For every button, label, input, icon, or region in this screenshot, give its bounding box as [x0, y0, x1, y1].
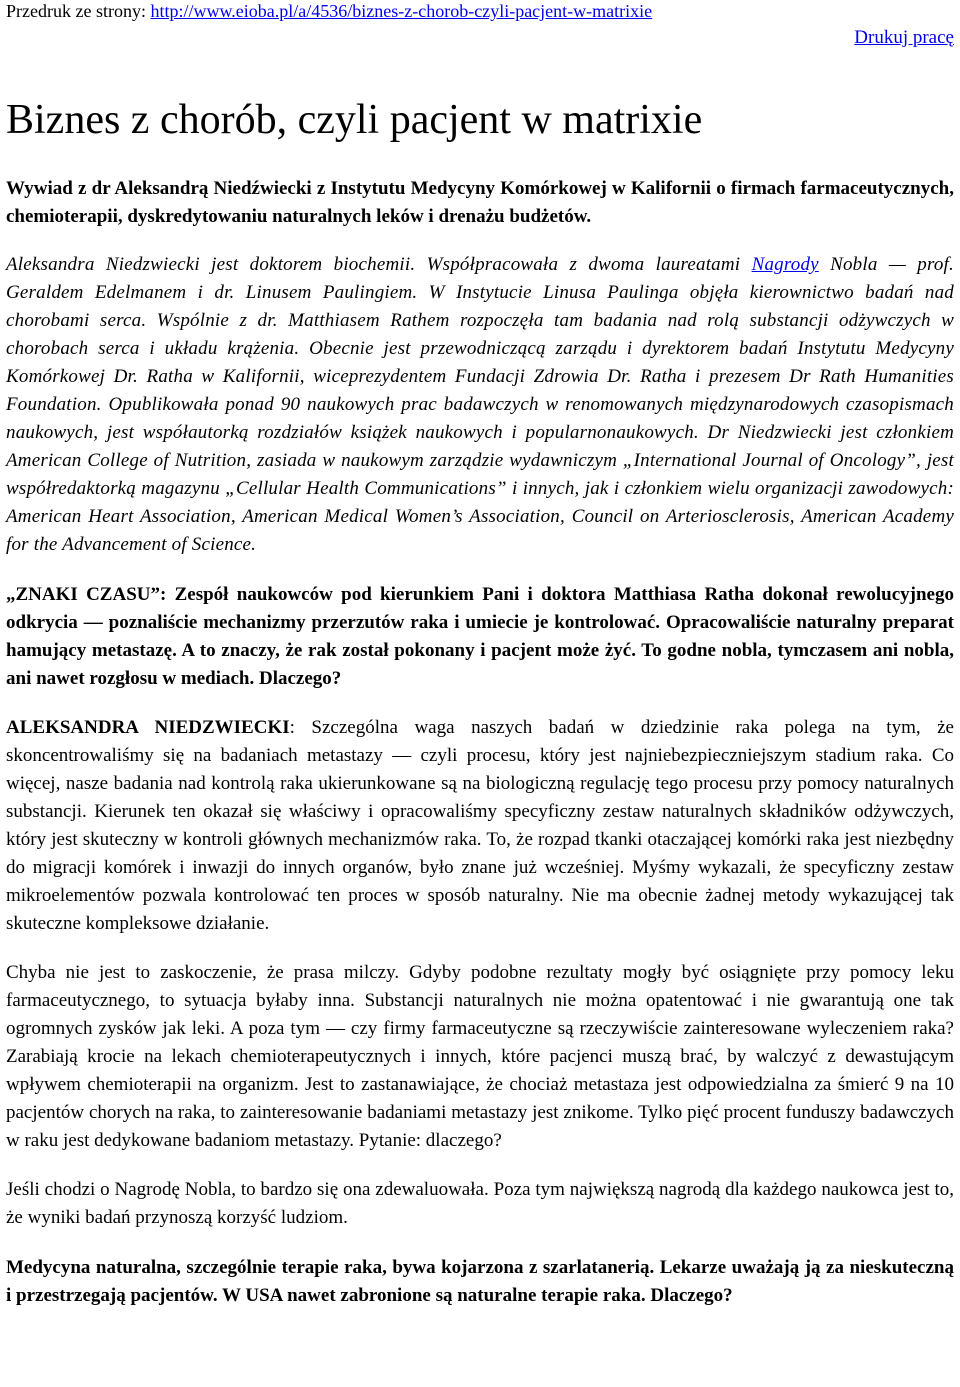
bio-text-end: Nobla — prof. Geraldem Edelmanem i dr. Linusem Paulingiem. W Instytucie Linusa Paulinga objęła kierownictwo badań nad chorobami serca. Wspólnie z dr. Matthiasem Rathem rozpoczęła tam badania nad rolą substancji odżywczych w chorobach serca i układu krążenia. Obecnie jest przewodniczącą zarządu i dyrektorem badań Instytutu Medycyny Komórkowej Dr. Ratha w Kalifornii, wiceprezydentem Fundacji Zdrowia Dr. Ratha i prezesem Dr Rath Humanities Foundation. Opublikowała ponad 90 naukowych prac badawczych w renomowanych międzynarodowych czasopismach naukowych, jest współautorką rozdziałów książek naukowych i popularnonaukowych. Dr Niedzwiecki jest członkiem American College of Nutrition, zasiada w naukowym zarządzie wydawniczym „International Journal of Oncology”, jest współredaktorką magazynu „Cellular Health Communications” i innych, jak i członkiem wielu organizacji zawodowych: American Heart Association, American Medical Women’s Association, Council on Arteriosclerosis, American Academy for the Advancement of Science. — [6, 254, 954, 555]
answer-speaker: ALEKSANDRA NIEDZWIECKI — [6, 717, 290, 738]
source-prefix: Przedruk ze strony: — [6, 1, 151, 21]
paragraph-2: Chyba nie jest to zaskoczenie, że prasa milczy. Gdyby podobne rezultaty mogły być osiągnięte przy pomocy leku farmaceutycznego, to sytuacja byłaby inna. Substancji naturalnych nie można opatentować i nie gwarantują one tak ogromnych zysków jak leki. A poza tym — czy firmy farmaceutyczne są rzeczywiście zainteresowane wyleczeniem raka? Zarabiają krocie na lekach chemioterapeutycznych i innych, które pacjenci muszą brać, by walczyć z dewastującym wpływem chemioterapii na organizm. Jest to zastanawiające, że chociaż metastaza jest odpowiedzialna za śmierć 9 na 10 pacjentów chorych na raka, to zainteresowanie badaniami metastazy jest znikome. Tylko pięć procent funduszy badawczych w raku jest dedykowane badaniom metastazy. Pytanie: dlaczego? — [6, 962, 954, 1151]
article-body — [6, 175, 954, 1310]
source-line — [6, 0, 652, 22]
article-lead: Wywiad z dr Aleksandrą Niedźwiecki z Instytutu Medycyny Komórkowej w Kalifornii o firmach farmaceutycznych, chemioterapii, dyskredytowaniu naturalnych leków i drenażu budżetów. — [6, 178, 954, 227]
source-link[interactable]: http://www.eioba.pl/a/4536/biznes-z-chorob-czyli-pacjent-w-matrixie — [150, 1, 653, 21]
article-title: Biznes z chorób, czyli pacjent w matrixie — [6, 97, 703, 143]
print-link[interactable]: Drukuj pracę — [854, 27, 954, 48]
answer-1-text: : Szczególna waga naszych badań w dziedzinie raka polega na tym, że skoncentrowaliśmy się na badaniach metastazy — czyli procesu, który jest najniebezpieczniejszym stadium raka. Co więcej, nasze badania nad kontrolą raka ukierunkowane są na biologiczną regulację tego procesu przy pomocy naturalnych substancji. Kierunek ten okazał się właściwy i opracowaliśmy specyficzny zestaw naturalnych składników odżywczych, który jest skuteczny w kontroli głównych mechanizmów raka. To, że rozpad tkanki otaczającej komórki raka jest niezbędny do migracji komórek i inwazji do innych organów, było znane już wcześniej. Myśmy wykazali, że specyficzny zestaw mikroelementów pozwala kontrolować ten proces w sposób naturalny. Nie ma obecnie żadnej metody wykazującej tak skuteczne kompleksowe działanie. — [6, 717, 954, 934]
question-2: Medycyna naturalna, szczególnie terapie raka, bywa kojarzona z szarlatanerią. Lekarze uważają ją za nieskuteczną i przestrzegają pacjentów. W USA nawet zabronione są naturalne terapie raka. Dlaczego? — [6, 1257, 954, 1306]
question-1: „ZNAKI CZASU”: Zespół naukowców pod kierunkiem Pani i doktora Matthiasa Ratha dokonał rewolucyjnego odkrycia — poznaliście mechanizmy przerzutów raka i umiecie je kontrolować. Opracowaliście naturalny preparat hamujący metastazę. A to znaczy, że rak został pokonany i pacjent może żyć. To godne nobla, tymczasem ani nobla, ani nawet rozgłosu w mediach. Dlaczego? — [6, 584, 954, 689]
bio-text-start: Aleksandra Niedzwiecki jest doktorem biochemii. Współpracowała z dwoma laureatami — [6, 254, 752, 275]
paragraph-3: Jeśli chodzi o Nagrodę Nobla, to bardzo się ona zdewaluowała. Poza tym największą nagrodą dla każdego naukowca jest to, że wyniki badań przynoszą korzyść ludziom. — [6, 1179, 954, 1228]
nagrody-link[interactable]: Nagrody — [751, 254, 819, 275]
answer-1 — [6, 714, 954, 938]
author-bio — [6, 251, 954, 559]
